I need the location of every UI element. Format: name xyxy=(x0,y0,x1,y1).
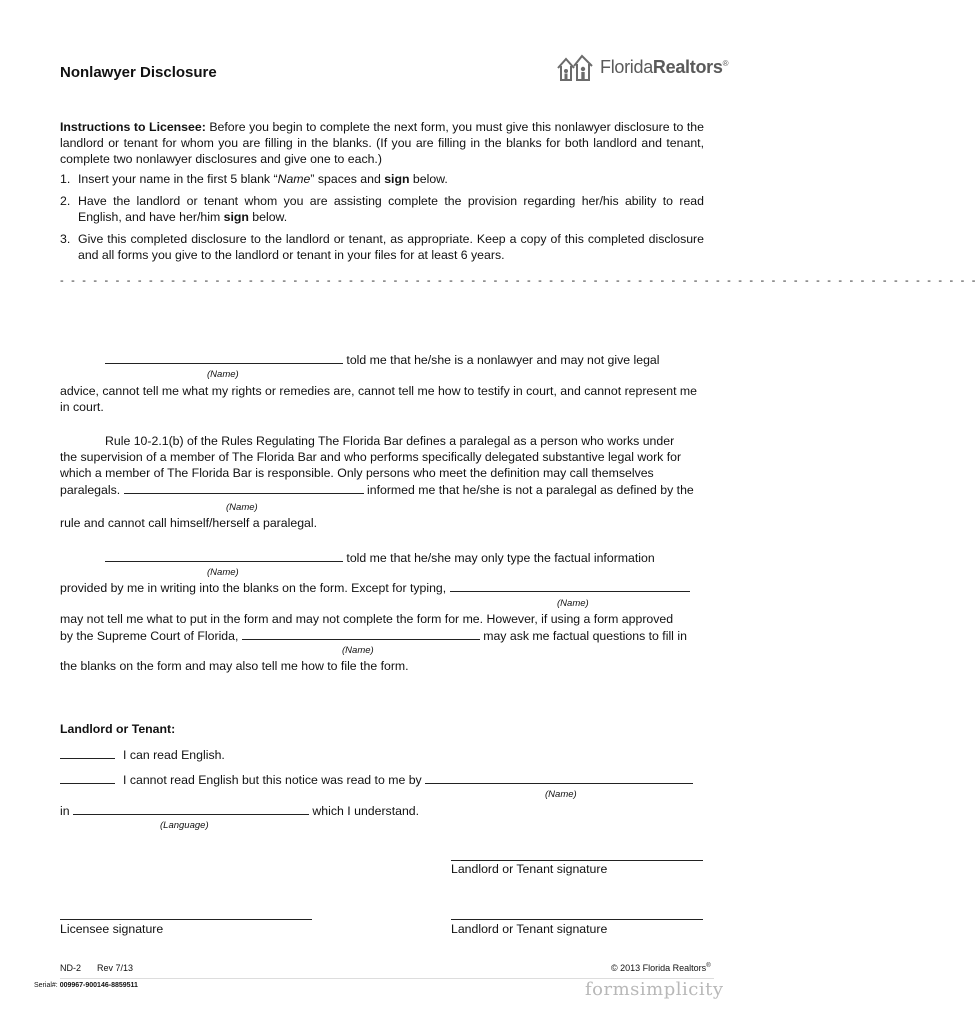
landlord-tenant-heading: Landlord or Tenant: xyxy=(60,722,176,736)
caption-text: Name xyxy=(210,567,236,578)
instruction-item-3 xyxy=(60,231,704,263)
name-caption-6: (Name) xyxy=(545,789,577,800)
item-number: 2. xyxy=(60,194,71,208)
in-tail-text: which I understand. xyxy=(309,804,420,818)
form-id: ND-2 xyxy=(60,963,82,973)
caption-text: Name xyxy=(560,598,586,609)
form-revision: Rev 7/13 xyxy=(97,963,134,973)
licensee-signature-line[interactable] xyxy=(60,919,312,920)
p2-line-3: which a member of The Florida Bar is responsible. Only persons who meet the definition may call themselves xyxy=(60,466,654,480)
licensee-name-blank-4[interactable] xyxy=(450,579,690,592)
licensee-signature-label: Licensee signature xyxy=(60,922,164,936)
landlord-signature-label-1: Landlord or Tenant signature xyxy=(451,862,608,876)
item1-sign: sign xyxy=(384,172,410,186)
reader-name-blank[interactable] xyxy=(425,771,693,784)
item-number: 1. xyxy=(60,172,71,186)
serial-label: Serial#: xyxy=(34,982,58,989)
p3-text-d1: by the Supreme Court of Florida, xyxy=(60,629,242,643)
instruction-item-1 xyxy=(60,171,704,187)
name-caption-2: (Name) xyxy=(226,502,258,513)
landlord-signature-line-2[interactable] xyxy=(451,919,703,920)
can-read-blank[interactable] xyxy=(60,746,115,759)
formsimplicity-brand: formsimplicity xyxy=(585,979,724,1000)
licensee-name-blank-1[interactable] xyxy=(105,351,343,364)
p1-text-a: told me that he/she is a nonlawyer and may not give legal xyxy=(343,353,660,367)
page-title: Nonlawyer Disclosure xyxy=(60,64,217,81)
opt1-text: I can read English. xyxy=(123,748,225,762)
p3-line-b xyxy=(60,579,704,596)
p2-line-4 xyxy=(60,481,704,498)
copyright-reg: ® xyxy=(706,963,711,969)
caption-text: Language xyxy=(163,820,206,831)
instructions-paragraph xyxy=(60,119,704,167)
item2-text-b: below. xyxy=(248,210,288,224)
item2-sign: sign xyxy=(223,210,249,224)
copyright-text: © 2013 Florida Realtors xyxy=(611,963,707,973)
serial-number xyxy=(34,982,138,989)
name-caption-1: (Name) xyxy=(207,369,239,380)
disclosure-paragraph-3 xyxy=(60,549,704,566)
copyright-notice xyxy=(611,963,711,973)
instruction-item-2 xyxy=(60,193,704,225)
logo-wordmark xyxy=(600,57,728,78)
instructions-text: Before you begin to complete the next form, you must give this nonlawyer disclosure to the landlord or tenant for whom you are filling in the blanks. (If you are filling in the blanks for both landlord and tenant, complete two nonlawyer disclosures and give one to each.) xyxy=(60,120,704,166)
landlord-signature-label-2: Landlord or Tenant signature xyxy=(451,922,608,936)
caption-text: Name xyxy=(548,789,574,800)
logo-word-realtors: Realtors xyxy=(652,57,723,77)
in-label: in xyxy=(60,804,73,818)
disclosure-paragraph-1b: advice, cannot tell me what my rights or remedies are, cannot tell me how to testify in court, and cannot represent me in court. xyxy=(60,384,698,414)
logo-reg-mark: ® xyxy=(722,59,729,68)
serial-value: 009967-900146-8859511 xyxy=(59,982,138,989)
caption-text: Name xyxy=(210,369,236,380)
item-number: 3. xyxy=(60,232,71,246)
option-can-read xyxy=(60,746,704,763)
language-caption: (Language) xyxy=(160,820,209,831)
houses-people-icon xyxy=(556,54,596,82)
licensee-name-blank-5[interactable] xyxy=(242,627,480,640)
option-cannot-read xyxy=(60,771,704,788)
florida-realtors-logo xyxy=(556,54,729,84)
name-caption-5: (Name) xyxy=(342,645,374,656)
p3-text-d2: may ask me factual questions to fill in xyxy=(479,629,687,643)
disclosure-paragraph-1 xyxy=(60,351,704,368)
name-caption-3: (Name) xyxy=(207,567,239,578)
name-caption-4: (Name) xyxy=(557,598,589,609)
licensee-name-blank-3[interactable] xyxy=(105,549,343,562)
p3-line-d xyxy=(60,627,704,644)
caption-text: Name xyxy=(229,502,255,513)
p3-line-c: may not tell me what to put in the form and may not complete the form for me. However, if using a form approved xyxy=(60,612,674,626)
p2-line-1: Rule 10-2.1(b) of the Rules Regulating The Florida Bar defines a paralegal as a person who works under xyxy=(105,434,675,448)
language-blank[interactable] xyxy=(73,802,309,815)
opt2-text: I cannot read English but this notice was read to me by xyxy=(123,773,426,787)
disclosure-paragraph-2b: rule and cannot call himself/herself a paralegal. xyxy=(60,516,318,530)
instructions-lead: Instructions to Licensee: xyxy=(60,120,206,134)
landlord-signature-line-1[interactable] xyxy=(451,860,703,861)
p2-line-4b: informed me that he/she is not a paralegal as defined by the xyxy=(363,483,694,497)
disclosure-paragraph-2 xyxy=(60,433,704,498)
item1-text-c: below. xyxy=(409,172,448,186)
p3-text-a: told me that he/she may only type the factual information xyxy=(343,551,655,565)
cut-line-divider: - - - - - - - - - - - - - - - - - - - - - - - - - - - - - - - - - - - - - - - - - - - - - - - - - - - - - - - - - - - - - - - - - - - - - - - - - - - - - - - - - - - xyxy=(60,275,978,287)
item1-text-b: ” spaces and xyxy=(310,172,385,186)
item2-text-a: Have the landlord or tenant whom you are assisting complete the provision regarding her/his ability to read English, and have her/him xyxy=(78,194,704,224)
item1-name: Name xyxy=(277,172,311,186)
p3-line-e: the blanks on the form and may also tell me how to file the form. xyxy=(60,659,409,673)
caption-text: Name xyxy=(345,645,371,656)
logo-word-florida: Florida xyxy=(600,57,653,77)
item3-text: Give this completed disclosure to the landlord or tenant, as appropriate. Keep a copy of this completed disclosure and all forms you give to the landlord or tenant in your files for at least 6 years. xyxy=(78,232,704,262)
language-line xyxy=(60,802,704,819)
licensee-name-blank-2[interactable] xyxy=(124,481,364,494)
p2-line-2: the supervision of a member of The Florida Bar and who performs specifically delegated substantive legal work for xyxy=(60,450,682,464)
p2-line-4a: paralegals. xyxy=(60,483,124,497)
cannot-read-blank[interactable] xyxy=(60,771,115,784)
item1-text-a: Insert your name in the first 5 blank “ xyxy=(78,172,278,186)
p3-text-b: provided by me in writing into the blanks on the form. Except for typing, xyxy=(60,581,450,595)
